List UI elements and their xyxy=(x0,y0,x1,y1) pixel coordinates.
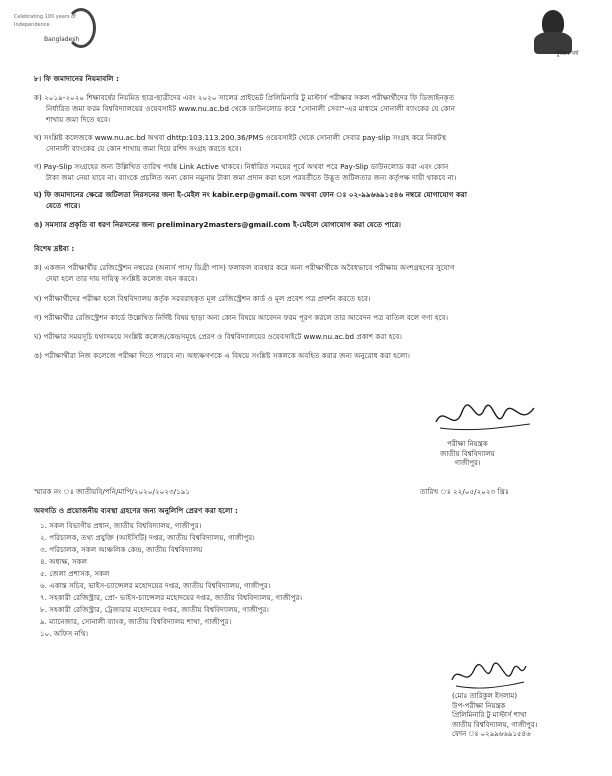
notes-heading: বিশেষ দ্রষ্টব্য : xyxy=(34,244,75,253)
note-kh: খ) পরীক্ষার্থীদের পরীক্ষা হলে বিশ্ববিদ্যালয় কর্তৃক সরবরাহকৃত মূল রেজিস্ট্রেশন কার্ড ও মূল প্রবেশ পত্র প্রদর্শন করতে হবে। xyxy=(34,294,371,303)
fee-heading: ৮। ফি জমাদানের নিয়মাবলি : xyxy=(34,74,119,83)
note-k-line2: দেয়া হলে তার দায় দায়িত্ব সংশ্লিষ্ট কলেজ বহন করবে। xyxy=(46,274,198,283)
deputy-title: উপ-পরীক্ষা নিয়ন্ত্রক xyxy=(452,701,506,710)
note-gh: ঘ) পরীক্ষার সময়সূচি যথাসময়ে সংশ্লিষ্ট কলেজ/কেন্দ্রসমূহে প্রেরণ ও বিশ্ববিদ্যালয়ের ওয়েবসাইটে www.nu.ac.bd প্রকাশ করা হবে। xyxy=(34,332,402,341)
cc-item: ৫. জেলা প্রশাসক, সকল xyxy=(40,569,110,578)
brand-name: মুজিব বর্ষ xyxy=(556,50,579,57)
deputy-phone: ফোন ঃ ০২৯৯৬৬৯১৫৪৬ xyxy=(452,730,531,738)
cc-item: ৮. সহকারী রেজিস্ট্রার, ট্রেজারার মহোদয়ের দপ্তর, জাতীয় বিশ্ববিদ্যালয়, গাজীপুর। xyxy=(40,605,269,614)
mujib-centenary-logo xyxy=(14,8,94,48)
controller-org: জাতীয় বিশ্ববিদ্যালয় xyxy=(440,449,495,458)
memo-date: তারিখ ঃ ২২/০৫/২০২৩ খ্রিঃ xyxy=(420,487,509,496)
cc-item: ৬. একান্ত সচিব, ভাইস-চ্যান্সেলর মহোদয়ের দপ্তর, জাতীয় বিশ্ববিদ্যালয়, গাজীপুর। xyxy=(40,581,271,590)
logo-line-2: Independence xyxy=(14,22,50,28)
deputy-controller-signature xyxy=(448,660,528,692)
controller-signature xyxy=(430,398,540,438)
fee-item-kh-line2: সোনালী ব্যাংকের যে কোন শাখায় জমা দিয়ে রশিদ সংগ্রহ করতে হবে। xyxy=(46,144,242,153)
deputy-section: প্রিলিমিনারি টু মাস্টার্স শাখা xyxy=(452,711,527,719)
fee-item-g-line1: গ) Pay-Slip সংগ্রহের জন্য উল্লিখিত তারিখ পর্যন্ত Link Active থাকবে। নির্ধারিত সময়ের পূর্বে অথবা পরে Pay-Slip ডাউনলোড করা এবং কোন xyxy=(34,162,449,171)
logo-line-1: Celebrating 100 years of xyxy=(14,14,76,20)
fee-item-k-line2: নির্ধারিত জমা ফরম বিশ্ববিদ্যালয়ের ওয়েবসাইট www.nu.ac.bd থেকে ডাউনলোড করে "সোনালী সেবা"-এর মাধ্যমে সোনালী ব্যাংকের যে কোন xyxy=(46,104,456,113)
portrait-logo xyxy=(528,10,588,62)
cc-item: ৯. ম্যানেজার, সোনালী ব্যাংক, জাতীয় বিশ্ববিদ্যালয় শাখা, গাজীপুর। xyxy=(40,617,232,626)
note-u: ঙ) পরীক্ষার্থীরা নিজ কলেজে পরীক্ষা দিতে পারবে না। অধ্যক্ষগণকে এ বিষয়ে সংশ্লিষ্ট সকলকে অবহিত করার জন্য অনুরোধ করা হলো। xyxy=(34,351,410,360)
cc-item: ১. সকল বিভাগীয় প্রধান, জাতীয় বিশ্ববিদ্যালয়, গাজীপুর। xyxy=(40,521,202,530)
fee-item-g-line2: টাকা জমা নেয়া যাবে না। ব্যাংকে প্রচলিত অন্য কোন নমুনায় টাকা জমা প্রদান করা হলে পরবর্তীতে উদ্ভূত জটিলতার জন্য কর্তৃপক্ষ দায়ী থাকবে না। xyxy=(46,173,457,182)
cc-item: ২. পরিচালক, তথ্য প্রযুক্তি (আইসিটি) দপ্তর, জাতীয় বিশ্ববিদ্যালয়, গাজীপুর। xyxy=(40,533,255,542)
cc-item: ১০. অফিস নথি। xyxy=(40,629,89,638)
controller-place: গাজীপুর। xyxy=(454,459,481,467)
memo-reference: স্মারক নং ঃ জাতীয়বি/পনি/মাপি/২০২০/২০২৩/১৯১ xyxy=(34,487,191,496)
fee-item-k-line1: ক) ২০১৯-২০২০ শিক্ষাবর্ষের নিয়মিত ছাত্র-ছাত্রীদের এবং ২০২০ সালের প্রাইভেট প্রিলিমিনারি টু মাস্টার্স পরীক্ষার সকল পরীক্ষার্থীদের ফি ডিজাইনকৃত xyxy=(34,93,454,102)
cc-item: ৩. পরিচালক, সকল আঞ্চলিক কেন্দ্র, জাতীয় বিশ্ববিদ্যালয় xyxy=(40,545,203,554)
cc-item: ৪. অধ্যক্ষ, সকল xyxy=(40,557,88,566)
fee-item-k-line3: শাখায় জমা দিতে হবে। xyxy=(46,115,111,124)
cc-heading: অবগতি ও প্রয়োজনীয় ব্যবস্থা গ্রহণের জন্য অনুলিপি প্রেরণ করা হলো : xyxy=(34,506,238,515)
note-k-line1: ক) একজন পরীক্ষার্থীর রেজিস্ট্রেশন নম্বরের (অনার্স পাস/ ডিগ্রী পাস) ফলাফল ব্যবহার করে অন্য পরীক্ষার্থীকে অবৈধভাবে পরীক্ষায় অংশগ্রহণের সুযোগ xyxy=(34,263,455,272)
fee-item-u-line1: ঙ) সমস্যার প্রকৃতি বা ধরণ নিরসনের জন্য preliminary2masters@gmail.com ই-মেইলে যোগাযোগ করা যেতে পারে। xyxy=(34,220,401,229)
controller-sign-block xyxy=(440,440,495,469)
note-g: গ) পরীক্ষার্থীর রেজিস্ট্রেশন কার্ডে উল্লেখিত নির্দিষ্ট বিষয় ছাড়া অন্য কোন বিষয়ে আবেদন ফরম পূরণ করলে তার আবেদন পত্র বাতিল বলে গণ্য হবে। xyxy=(34,313,449,322)
deputy-org: জাতীয় বিশ্ববিদ্যালয়, গাজীপুর। xyxy=(452,720,538,729)
controller-title: পরীক্ষা নিয়ন্ত্রক xyxy=(447,440,488,448)
fee-item-gh-line1: ঘ) ফি জমাদানের ক্ষেত্রে জটিলতা নিরসনের জন্য ই-মেইল নং kabir.erp@gmail.com অথবা ফোন ঃ ০২-৯৯৬৬৯১৫৪৬ নম্বরে যোগাযোগ করা xyxy=(34,190,467,199)
cc-item: ৭. সহকারী রেজিস্ট্রার, প্রো- ভাইস-চ্যান্সেলর মহোদয়ের দপ্তর, জাতীয় বিশ্ববিদ্যালয়, গাজীপুর। xyxy=(40,593,303,602)
deputy-name: (মোঃ তারিকুল ইসলাম) xyxy=(452,692,518,700)
deputy-sign-block xyxy=(452,692,537,740)
fee-item-kh-line1: খ) সংশ্লিষ্ট কলেজকে www.nu.ac.bd অথবা dhttp:103.113.200.36/PMS ওয়েবসাইট থেকে সোনালী সেবার pay-slip সংগ্রহ করে নিকটস্থ xyxy=(34,133,447,142)
fee-item-gh-line2: যেতে পারে। xyxy=(46,201,81,210)
logo-name: Bangladesh xyxy=(44,36,80,43)
